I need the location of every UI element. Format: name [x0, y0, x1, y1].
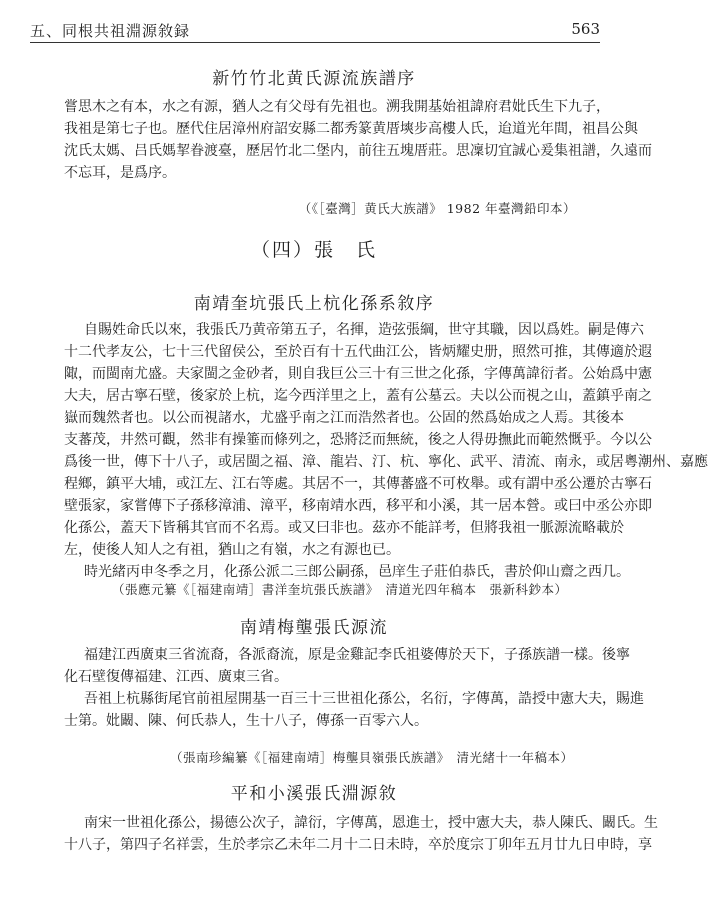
page-number: 563	[571, 20, 600, 38]
page-header	[30, 18, 600, 43]
text-line: 沈氏太媽、吕氏媽挈眷渡臺，歷居竹北二堡内，前往五塊厝莊。思凜切宜誠心爰集祖譜，久遠而	[64, 143, 652, 159]
text-line: 大夫，居古寧石壁，後家於上杭，迄今西洋里之上，蓋有公墓云。夫以公而視之山，蓋鎮乎南之	[64, 388, 652, 404]
article-body-zhang-meilong	[64, 644, 644, 732]
text-line: 陬，而閩南尤盛。夫家閩之金砂者，則自我巨公三十有三世之化孫，字傳萬諱衍者。公始爲中憲	[64, 366, 652, 382]
text-line: 十八子，第四子名祥雲，生於孝宗乙未年二月十二日未時，卒於度宗丁卯年五月廿九日申時，享	[64, 837, 652, 853]
section-heading: （四）張 氏	[250, 239, 377, 261]
article-body-huang	[64, 96, 652, 184]
text-line: 吾祖上杭縣街尾官前祖屋開基一百三十三世祖化孫公，名衍，字傳萬，誥授中憲大夫，賜進	[84, 691, 644, 707]
source-citation-zhang-kuikeng: （張應元纂《［福建南靖］書洋奎坑張氏族譜》 清道光四年稿本 張新科鈔本）	[112, 582, 568, 597]
article-body-zhang-kuikeng	[64, 319, 708, 583]
text-line: 士第。妣闞、陳、何氏恭人，生十八子，傳孫一百零六人。	[64, 713, 428, 729]
text-line: 程鄉，鎮平大埔，或江左、江右等處。其居不一，其傳蕃盛不可枚舉。或有謂中丞公遷於古寧石	[64, 476, 652, 492]
text-line: 支蕃茂，井然可觀，然非有操箠而條列之，恐將泛而無統，後之人得毋撫此而範然慨乎。今以公	[64, 432, 652, 448]
text-line: 嘗思木之有本，水之有源，猶人之有父母有先祖也。溯我開基始祖諱府君妣氏生下九子，	[64, 99, 610, 115]
text-line: 南宋一世祖化孫公，揚德公次子，諱衍，字傳萬，恩進士，授中憲大夫，恭人陳氏、闞氏。生	[84, 815, 658, 831]
article-title-huang: 新竹竹北黄氏源流族譜序	[212, 69, 416, 89]
text-line: 不忘耳，是爲序。	[64, 165, 176, 181]
text-line: 嶽而魏然者也。以公而視諸水，尤盛乎南之江而浩然者也。公固的然爲始成之人焉。其後本	[64, 410, 624, 426]
article-title-zhang-kuikeng: 南靖奎坑張氏上杭化孫系敘序	[193, 294, 435, 314]
source-citation-zhang-meilong: （張南珍編纂《［福建南靖］梅壟貝嶺張氏族譜》 清光緒十一年稿本）	[170, 750, 574, 765]
text-line: 化孫公，蓋天下皆稱其官而不名焉。或又曰非也。茲亦不能詳考，但將我祖一脈源流略載於	[64, 520, 624, 536]
text-line: 壁張家，家嘗傳下子孫移漳浦、漳平，移南靖水西，移平和小溪，其一居本營。或曰中丞公亦即	[64, 498, 652, 514]
text-line: 爲後一世，傳下十八子，或居閩之福、漳、龍岩、汀、杭、寧化、武平、清流、南永，或居粵潮州、嘉應	[64, 454, 708, 470]
article-title-zhang-meilong: 南靖梅壟張氏源流	[240, 618, 388, 638]
text-line: 福建江西廣東三省流裔，各派裔流，原是金雞記李氏祖婆傳於天下，子孫族譜一樣。後寧	[84, 647, 630, 663]
text-line: 左，使後人知人之有祖，猶山之有嶺，水之有源也已。	[64, 542, 400, 558]
article-title-zhang-xiaoxi: 平和小溪張氏淵源敘	[230, 784, 398, 804]
text-line: 自賜姓命氏以來，我張氏乃黄帝第五子，名揮，造弦張綱，世守其職，因以爲姓。嗣是傳六	[84, 322, 644, 338]
text-line: 我祖是第七子也。歷代住居漳州府詔安縣二都秀篆黄厝塽步高樓人氏，迨道光年間，祖昌公與	[64, 121, 638, 137]
source-citation-huang: （《［臺灣］黄氏大族譜》 1982 年臺灣鉛印本）	[298, 201, 576, 216]
text-line: 十二代孝友公，七十三代留侯公，至於百有十五代曲江公，皆炳耀史册，照然可推，其傳適於遐	[64, 344, 652, 360]
text-line: 時光緒丙申冬季之月，化孫公派二三郎公嗣孫，邑庠生子莊伯恭氏，書於仰山齋之西几。	[84, 564, 630, 580]
article-body-zhang-xiaoxi	[64, 812, 658, 856]
text-line: 化石壁復傳福建、江西、廣東三省。	[64, 669, 288, 685]
running-head: 五、同根共祖淵源敘録	[30, 22, 191, 40]
